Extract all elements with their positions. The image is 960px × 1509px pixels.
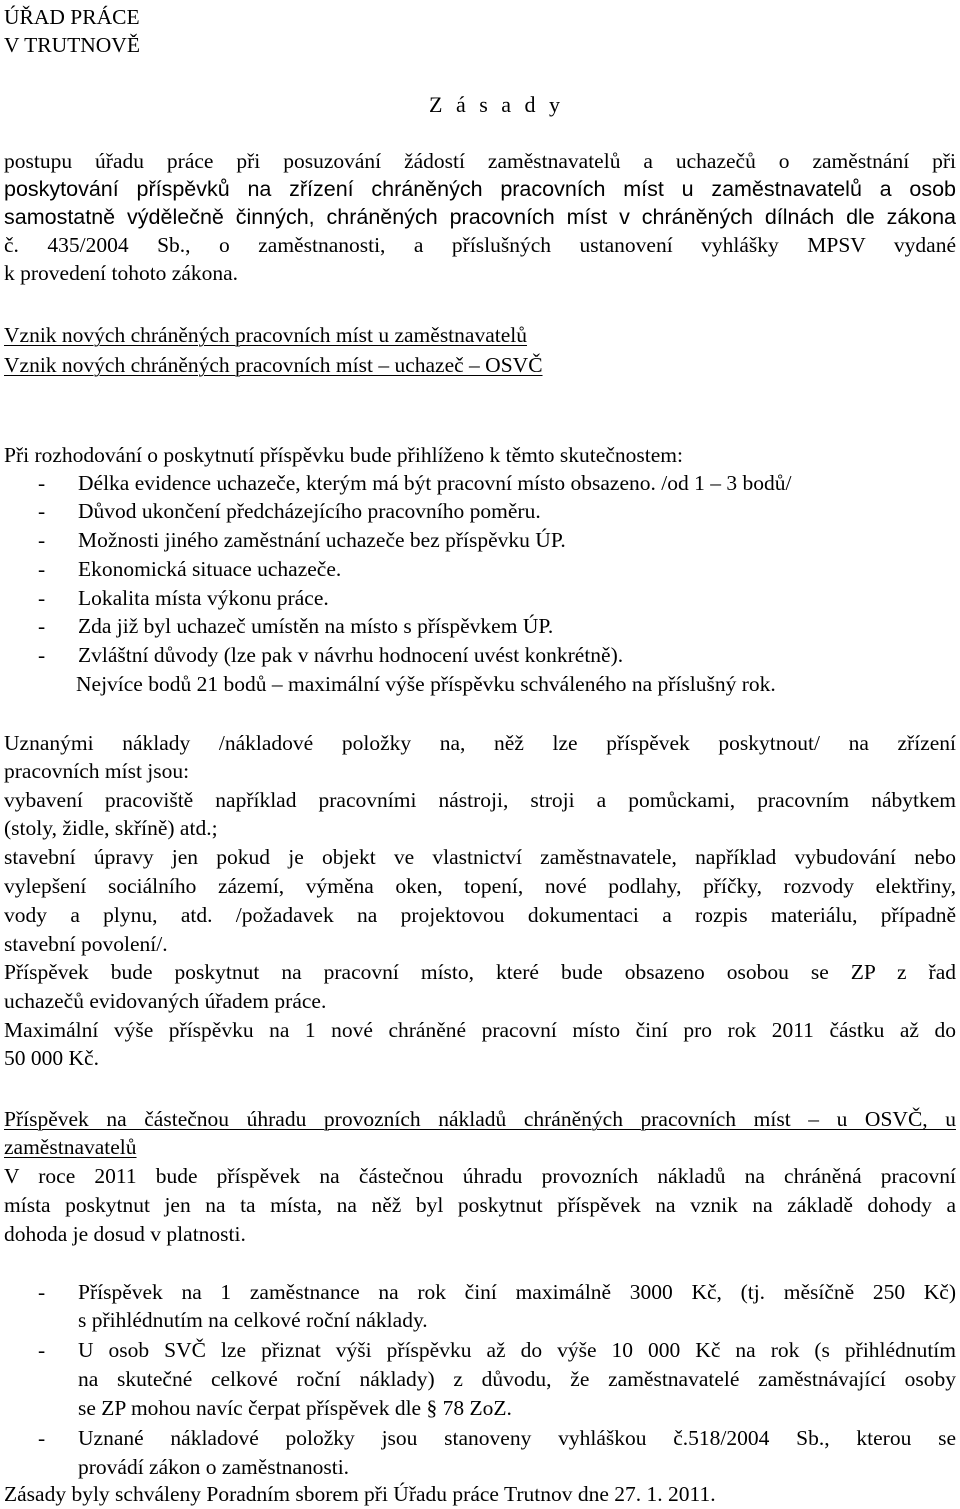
partial-line: V roce 2011 bude příspěvek na částečnou úhradu provozních nákladů na chráněná pracovní xyxy=(4,1164,956,1188)
office-name-line1: ÚŘAD PRÁCE xyxy=(4,5,140,29)
dash-icon: - xyxy=(38,471,46,495)
partial-bullet-text: s přihlédnutím na celkové roční náklady. xyxy=(78,1308,428,1332)
dash-icon: - xyxy=(38,557,46,581)
dash-icon: - xyxy=(38,1426,46,1450)
approval-note: Zásady byly schváleny Poradním sborem při Úřadu práce Trutnov dne 27. 1. 2011. xyxy=(4,1482,716,1506)
partial-bullet-text: Příspěvek na 1 zaměstnance na rok činí maximálně 3000 Kč, (tj. měsíčně 250 Kč) xyxy=(78,1280,956,1304)
costs-line: uchazečů evidovaných úřadem práce. xyxy=(4,989,327,1013)
dash-icon: - xyxy=(38,586,46,610)
intro-line: postupu úřadu práce při posuzování žádostí zaměstnavatelů a uchazečů o zaměstnání při xyxy=(4,149,956,173)
criteria-intro: Při rozhodování o poskytnutí příspěvku bude přihlíženo k těmto skutečnostem: xyxy=(4,443,683,467)
partial-bullet-text: se ZP mohou navíc čerpat příspěvek dle § 78 ZoZ. xyxy=(78,1396,512,1420)
dash-icon: - xyxy=(38,528,46,552)
partial-bullet-text: provádí zákon o zaměstnanosti. xyxy=(78,1455,350,1479)
costs-line: (stoly, židle, skříně) atd.; xyxy=(4,816,218,840)
dash-icon: - xyxy=(38,499,46,523)
partial-bullet-text: Uznané nákladové položky jsou stanoveny vyhláškou č.518/2004 Sb., kterou se xyxy=(78,1426,956,1450)
costs-line: Uznanými náklady /nákladové položky na, něž lze příspěvek poskytnout/ na zřízení xyxy=(4,731,956,755)
costs-line: pracovních míst jsou: xyxy=(4,759,190,783)
partial-line: místa poskytnut jen na ta místa, na něž byl poskytnut příspěvek na vznik na základě dohody a xyxy=(4,1193,956,1217)
costs-line: stavební povolení/. xyxy=(4,932,168,956)
criteria-item-text: Důvod ukončení předcházejícího pracovního poměru. xyxy=(78,499,541,523)
criteria-item-text: Lokalita místa výkonu práce. xyxy=(78,586,329,610)
criteria-summary: Nejvíce bodů 21 bodů – maximální výše příspěvku schváleného na příslušný rok. xyxy=(76,672,776,696)
costs-line: 50 000 Kč. xyxy=(4,1046,99,1070)
office-name-line2: V TRUTNOVĚ xyxy=(4,33,140,57)
costs-line: stavební úpravy jen pokud je objekt ve vlastnictví zaměstnavatele, například vybudování nebo xyxy=(4,845,956,869)
document-title: Z á s a d y xyxy=(429,92,565,117)
criteria-item-text: Možnosti jiného zaměstnání uchazeče bez příspěvku ÚP. xyxy=(78,528,566,552)
partial-heading-line1: Příspěvek na částečnou úhradu provozních nákladů chráněných pracovních míst – u OSVČ, u xyxy=(4,1107,956,1131)
partial-bullet-text: na skutečné celkové roční náklady) z důvodu, že zaměstnavatelé zaměstnávající osoby xyxy=(78,1367,956,1391)
intro-line: č. 435/2004 Sb., o zaměstnanosti, a příslušných ustanovení vyhlášky MPSV vydané xyxy=(4,233,956,257)
partial-bullet-text: U osob SVČ lze přiznat výši příspěvku až do výše 10 000 Kč na rok (s přihlédnutím xyxy=(78,1338,956,1362)
dash-icon: - xyxy=(38,1280,46,1304)
dash-icon: - xyxy=(38,643,46,667)
criteria-item-text: Délka evidence uchazeče, kterým má být pracovní místo obsazeno. /od 1 – 3 bodů/ xyxy=(78,471,792,495)
link-employers[interactable]: Vznik nových chráněných pracovních míst u zaměstnavatelů xyxy=(4,323,527,347)
costs-line: vylepšení sociálního zázemí, výměna oken, topení, nové podlahy, příčky, rozvody elektřiny, xyxy=(4,874,956,898)
criteria-item-text: Zvláštní důvody (lze pak v návrhu hodnocení uvést konkrétně). xyxy=(78,643,624,667)
costs-line: Maximální výše příspěvku na 1 nové chráněné pracovní místo činí pro rok 2011 částku až do xyxy=(4,1018,956,1042)
partial-line: dohoda je dosud v platnosti. xyxy=(4,1222,246,1246)
criteria-item-text: Ekonomická situace uchazeče. xyxy=(78,557,342,581)
dash-icon: - xyxy=(38,614,46,638)
costs-line: Příspěvek bude poskytnut na pracovní místo, které bude obsazeno osobou se ZP z řad xyxy=(4,960,956,984)
dash-icon: - xyxy=(38,1338,46,1362)
intro-line: k provedení tohoto zákona. xyxy=(4,261,239,285)
partial-heading-line2: zaměstnavatelů xyxy=(4,1135,137,1159)
intro-line: samostatně výdělečně činných, chráněných pracovních míst v chráněných dílnách dle zákona xyxy=(4,205,956,229)
intro-line: poskytování příspěvků na zřízení chráněných pracovních míst u zaměstnavatelů a osob xyxy=(4,177,956,201)
costs-line: vybavení pracoviště například pracovními nástroji, stroji a pomůckami, pracovním nábytkem xyxy=(4,788,956,812)
link-osvc[interactable]: Vznik nových chráněných pracovních míst – uchazeč – OSVČ xyxy=(4,353,543,377)
criteria-item-text: Zda již byl uchazeč umístěn na místo s příspěvkem ÚP. xyxy=(78,614,554,638)
costs-line: vody a plynu, atd. /požadavek na projektovou dokumentaci a rozpis materiálu, případně xyxy=(4,903,956,927)
